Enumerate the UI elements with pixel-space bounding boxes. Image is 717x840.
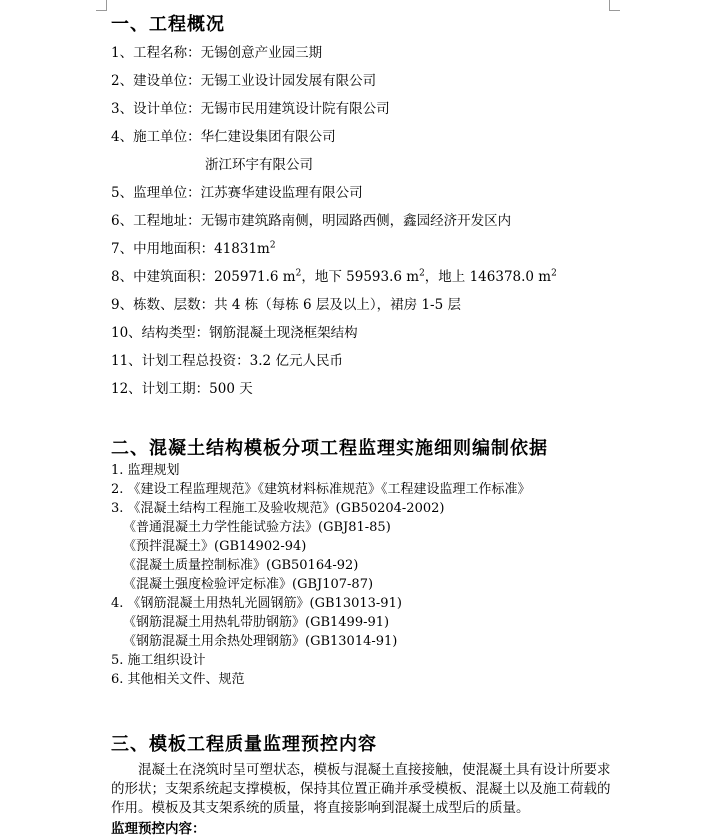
list-item: 1、工程名称：无锡创意产业园三期	[111, 45, 323, 61]
list-item-sub: 《预拌混凝土》(GB14902-94)	[123, 539, 307, 554]
page-corner-mark-left	[96, 0, 107, 11]
list-item-sub: 《普通混凝土力学性能试验方法》(GBJ81-85)	[123, 520, 391, 535]
list-item: 4、施工单位：华仁建设集团有限公司	[111, 129, 336, 145]
list-item-sub: 《钢筋混凝土用热轧带肋钢筋》(GB1499-91)	[123, 615, 390, 630]
list-item: 3. 《混凝土结构工程施工及验收规范》(GB50204-2002)	[111, 501, 445, 516]
section-heading: 二、混凝土结构模板分项工程监理实施细则编制依据	[111, 438, 548, 459]
paragraph-text: 混凝土在浇筑时呈可塑状态，模板与混凝土直接接触，使混凝土具有设计所要求的形状；支架系统起支撑模板，保持其位置正确并承受模板、混凝土以及施工荷载的作用。模板及其支架系统的质量，将直接影响到混凝土成型后的质量。	[111, 762, 611, 816]
section-heading: 三、模板工程质量监理预控内容	[111, 734, 377, 755]
item-text: ，地下 59593.6 m	[301, 269, 420, 285]
list-item: 9、栋数、层数：共 4 栋（每栋 6 层及以上），裙房 1-5 层	[111, 297, 462, 313]
list-item: 5. 施工组织设计	[111, 653, 206, 668]
superscript: 2	[419, 268, 425, 279]
list-item: 2、建设单位：无锡工业设计园发展有限公司	[111, 73, 377, 89]
list-item: 2. 《建设工程监理规范》《建筑材料标准规范》《工程建设监理工作标准》	[111, 482, 531, 497]
list-item: 3、设计单位：无锡市民用建筑设计院有限公司	[111, 101, 390, 117]
list-item-continuation: 浙江环宇有限公司	[205, 157, 313, 173]
list-item: 10、结构类型：钢筋混凝土现浇框架结构	[111, 325, 358, 341]
list-item-building-area	[111, 265, 557, 285]
list-item: 6. 其他相关文件、规范	[111, 672, 245, 687]
item-text: 7、中用地面积：41831m	[111, 241, 270, 257]
body-paragraph	[111, 761, 611, 818]
item-text: ，地上 146378.0 m	[424, 269, 552, 285]
list-item: 1. 监理规划	[111, 463, 180, 478]
section-heading: 一、工程概况	[111, 14, 225, 35]
list-item-sub: 《混凝土质量控制标准》(GB50164-92)	[123, 558, 359, 573]
superscript: 2	[551, 268, 557, 279]
item-text: 8、中建筑面积：205971.6 m	[111, 269, 296, 285]
superscript: 2	[295, 268, 302, 279]
list-item-land-area	[111, 237, 276, 257]
list-item-sub: 《混凝土强度检验评定标准》(GBJ107-87)	[123, 577, 374, 592]
list-item: 11、计划工程总投资：3.2 亿元人民币	[111, 353, 343, 369]
list-item: 4. 《钢筋混凝土用热轧光圆钢筋》(GB13013-91)	[111, 596, 402, 611]
list-item-sub: 《钢筋混凝土用余热处理钢筋》(GB13014-91)	[123, 634, 398, 649]
page-corner-mark-right	[609, 0, 620, 11]
superscript: 2	[269, 240, 276, 251]
list-item: 12、计划工期：500 天	[111, 381, 253, 397]
control-content-label: 监理预控内容：	[111, 821, 206, 837]
list-item: 6、工程地址：无锡市建筑路南侧，明园路西侧，鑫园经济开发区内	[111, 213, 512, 229]
list-item: 5、监理单位：江苏赛华建设监理有限公司	[111, 185, 363, 201]
